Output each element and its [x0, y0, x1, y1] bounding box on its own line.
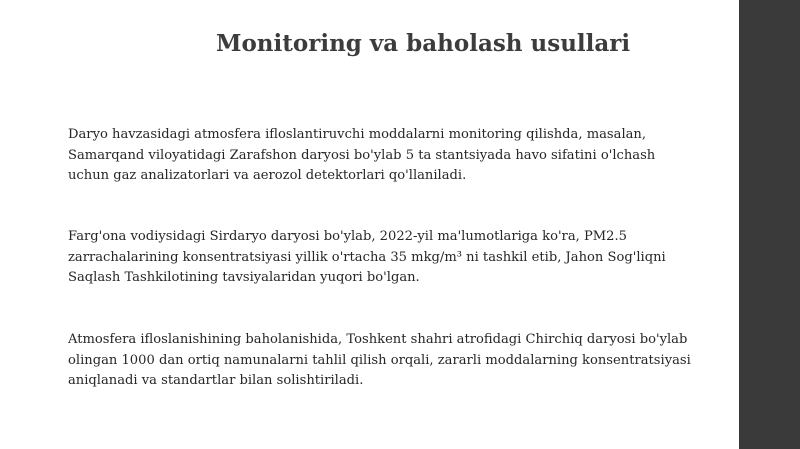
paragraph-monitoring [68, 125, 655, 187]
paragraph-line: Saqlash Tashkilotining tavsiyalaridan yuqori bo'lgan. [68, 270, 420, 285]
paragraph-line: uchun gaz analizatorlari va aerozol detektorlari qo'llaniladi. [68, 168, 467, 183]
paragraph-line: Farg'ona vodiysidagi Sirdaryo daryosi bo'ylab, 2022-yil ma'lumotlariga ko'ra, PM2.5 [68, 229, 627, 244]
slide-title: Monitoring va baholash usullari [216, 30, 631, 57]
paragraph-line: Atmosfera ifloslanishining baholanishida, Toshkent shahri atrofidagi Chirchiq daryosi bo'ylab [68, 332, 688, 347]
paragraph-line: Daryo havzasidagi atmosfera ifloslantiruvchi moddalarni monitoring qilishda, masalan, [68, 127, 647, 142]
paragraph-line: Samarqand viloyatidagi Zarafshon daryosi bo'ylab 5 ta stantsiyada havo sifatini o'lchash [68, 147, 656, 163]
side-bar [739, 0, 800, 449]
paragraph-line: aniqlanadi va standartlar bilan solishtiriladi. [68, 373, 364, 388]
paragraph-pm25 [68, 227, 666, 289]
paragraph-line: zarrachalarining konsentratsiyasi yillik o'rtacha 35 mkg/m³ ni tashkil etib, Jahon Sog'liqni [68, 249, 666, 265]
paragraph-assessment [68, 330, 691, 392]
paragraph-line: olingan 1000 dan ortiq namunalarni tahlil qilish orqali, zararli moddalarning konsentratsiyasi [68, 352, 691, 368]
